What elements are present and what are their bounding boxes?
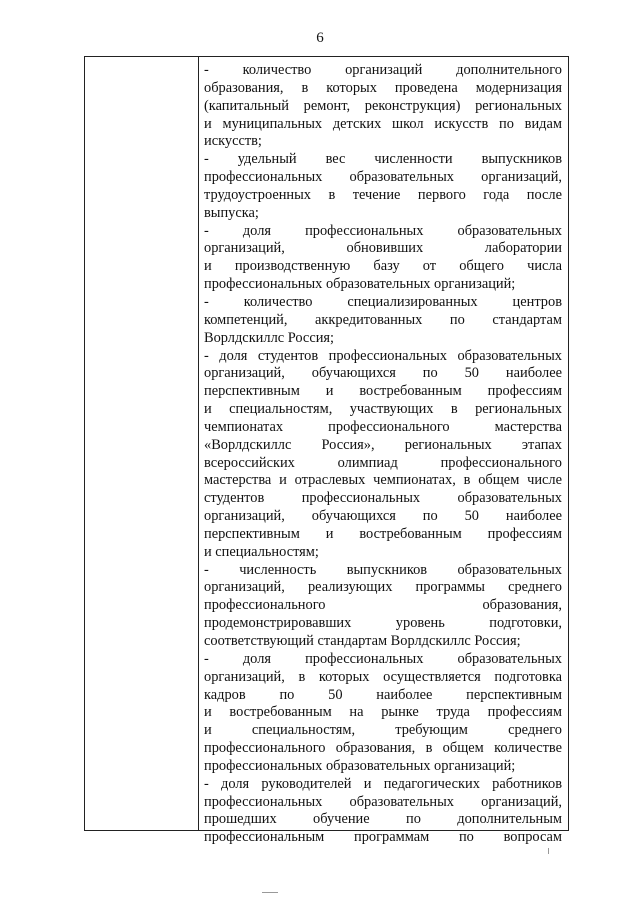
table-text-cell bbox=[199, 57, 568, 846]
text-line: - доля студентов профессиональных образовательных bbox=[204, 347, 562, 364]
text-line: продемонстрировавших уровень подготовки, bbox=[204, 615, 562, 632]
text-line: - количество организаций дополнительного bbox=[204, 62, 562, 78]
text-line: и востребованным на рынке труда профессиям bbox=[204, 704, 562, 721]
text-line: организаций, обучающихся по 50 наиболее bbox=[204, 508, 562, 525]
text-line: искусств; bbox=[204, 133, 262, 150]
page-number: 6 bbox=[316, 30, 324, 46]
text-line: профессиональных образовательных организаций, bbox=[204, 793, 562, 810]
text-line: чемпионатах профессионального мастерства bbox=[204, 418, 562, 435]
text-line: и производственную базу от общего числа bbox=[204, 258, 562, 275]
text-line: профессиональным программам по вопросам bbox=[204, 829, 562, 846]
text-line: кадров по 50 наиболее перспективным bbox=[204, 686, 562, 703]
text-line: образования, в которых проведена модернизация bbox=[204, 79, 562, 96]
text-line: организаций, реализующих программы среднего bbox=[204, 579, 562, 596]
scan-speck bbox=[548, 848, 549, 854]
text-line: профессиональных образовательных организаций; bbox=[204, 276, 516, 293]
document-table bbox=[84, 56, 569, 846]
text-line: - численность выпускников образовательных bbox=[204, 561, 562, 578]
text-line: - количество специализированных центров bbox=[204, 293, 562, 310]
text-line: «Ворлдскиллс Россия», региональных этапах bbox=[204, 436, 562, 453]
text-line: компетенций, аккредитованных по стандартам bbox=[204, 311, 562, 328]
text-line: и муниципальных детских школ искусств по видам bbox=[204, 115, 562, 132]
text-line: организаций, обучающихся по 50 наиболее bbox=[204, 365, 562, 382]
text-line: перспективным и востребованным профессиям bbox=[204, 383, 562, 400]
text-line: Ворлдскиллс Россия; bbox=[204, 329, 335, 346]
text-line: и специальностям, требующим среднего bbox=[204, 722, 562, 739]
text-line: трудоустроенных в течение первого года после bbox=[204, 186, 562, 203]
text-line: - удельный вес численности выпускников bbox=[204, 151, 562, 168]
text-line: и специальностям; bbox=[204, 543, 319, 560]
text-line: перспективным и востребованным профессиям bbox=[204, 525, 562, 542]
scan-speck bbox=[262, 892, 278, 893]
text-line: - доля профессиональных образовательных bbox=[204, 222, 562, 239]
text-line: организаций, в которых осуществляется подготовка bbox=[204, 668, 562, 685]
text-line: - доля руководителей и педагогических работников bbox=[204, 775, 562, 792]
text-line: организаций, обновивших лаборатории bbox=[204, 240, 562, 257]
text-line: (капитальный ремонт, реконструкция) региональных bbox=[204, 97, 562, 114]
text-line: всероссийских олимпиад профессионального bbox=[204, 454, 562, 471]
text-line: и специальностям, участвующих в региональных bbox=[204, 401, 562, 418]
table-left-column bbox=[85, 57, 199, 830]
text-line: профессионального образования, в общем количестве bbox=[204, 740, 562, 757]
text-line: студентов профессиональных образовательных bbox=[204, 490, 562, 507]
text-line: - доля профессиональных образовательных bbox=[204, 650, 562, 667]
text-line: профессионального образования, bbox=[204, 597, 562, 614]
text-line: прошедших обучение по дополнительным bbox=[204, 811, 562, 828]
text-line: выпуска; bbox=[204, 204, 259, 221]
text-line: профессиональных образовательных организаций, bbox=[204, 169, 562, 186]
text-line: мастерства и отраслевых чемпионатах, в общем числе bbox=[204, 472, 562, 489]
text-line: профессиональных образовательных организаций; bbox=[204, 757, 516, 774]
text-line: соответствующий стандартам Ворлдскиллс Россия; bbox=[204, 633, 521, 649]
